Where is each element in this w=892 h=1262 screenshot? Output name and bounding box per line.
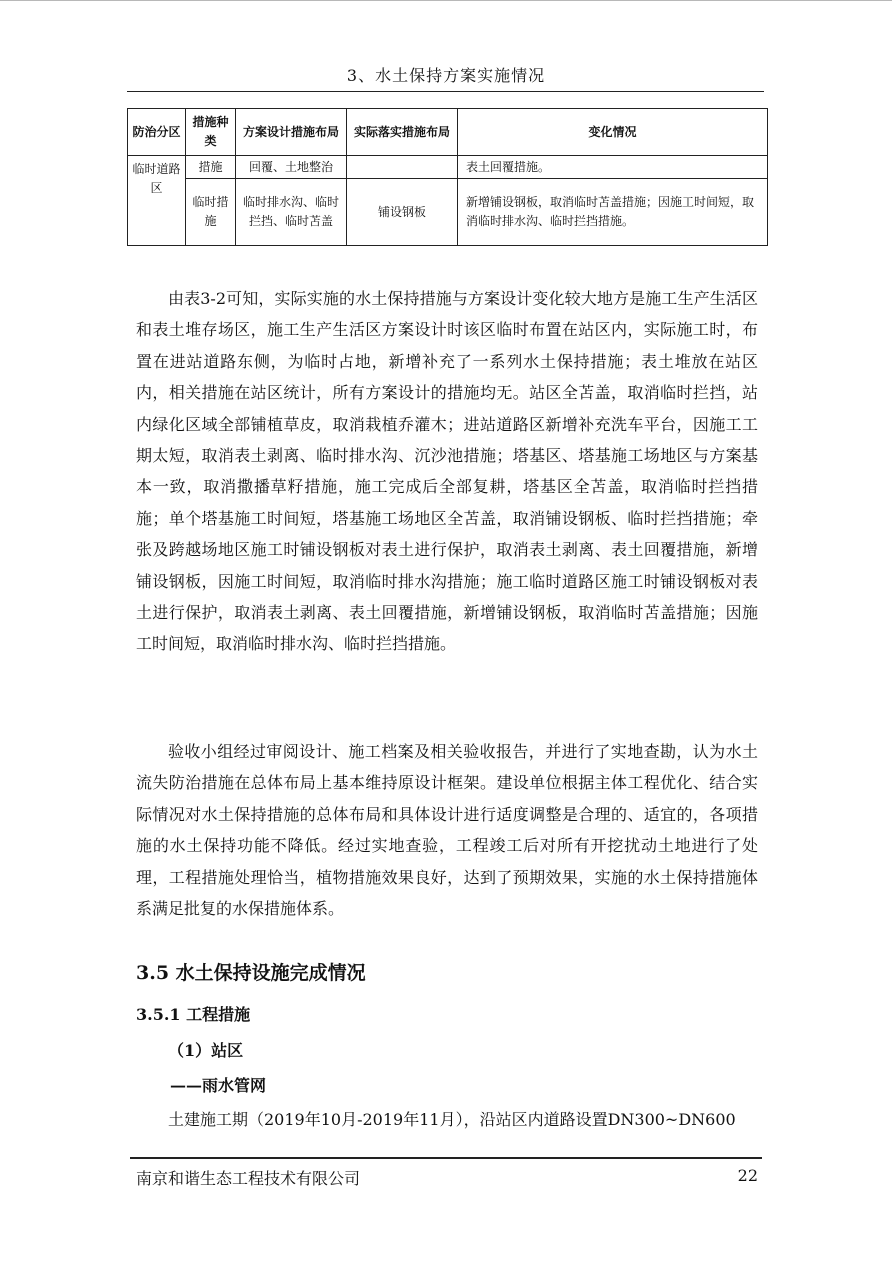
th-change: 变化情况: [458, 109, 768, 156]
running-header: 3、水土保持方案实施情况: [346, 66, 546, 85]
page-number: 22: [737, 1166, 758, 1185]
th-type: 措施种类: [186, 109, 236, 156]
table-row: [128, 156, 768, 179]
footer-company: 南京和谐生态工程技术有限公司: [136, 1169, 361, 1188]
paragraph-1-text: 由表3-2可知，实际实施的水土保持措施与方案设计变化较大地方是施工生产生活区和表土堆存场区，施工生产生活区方案设计时该区临时布置在站区内，实际施工时，布置在进站道路东侧，为临时占地，新增补充了一系列水土保持措施；表土堆放在站区内，相关措施在站区统计，所有方案设计的措施均无。站区全苫盖，取消临时拦挡，站内绿化区域全部铺植草皮，取消栽植乔灌木；进站道路区新增补充洗车平台，因施工工期太短，取消表土剥离、临时排水沟、沉沙池措施；塔基区、塔基施工场地区与方案基本一致，取消撒播草籽措施，施工完成后全部复耕，塔基区全苫盖，取消临时拦挡措施；单个塔基施工时间短，塔基施工场地区全苫盖，取消铺设钢板、临时拦挡措施；牵张及跨越场地区施工时铺设钢板对表土进行保护，取消表土剥离、表土回覆措施，新增铺设钢板，因施工时间短，取消临时排水沟措施；施工临时道路区施工时铺设钢板对表土进行保护，取消表土剥离、表土回覆措施，新增铺设钢板，取消临时苫盖措施；因施工时间短，取消临时排水沟、临时拦挡措施。: [136, 289, 758, 654]
top-edge-rule: [0, 0, 892, 1]
paragraph-1: [136, 283, 758, 660]
item-heading: （1）站区: [168, 1041, 244, 1060]
th-zone: 防治分区: [128, 109, 186, 156]
cell-type: 措施: [186, 156, 236, 179]
paragraph-2: [136, 736, 758, 924]
cell-change: 表土回覆措施。: [458, 156, 768, 179]
cell-actual: 铺设钢板: [347, 179, 458, 246]
cell-design: 回覆、土地整治: [236, 156, 347, 179]
th-actual: 实际落实措施布局: [347, 109, 458, 156]
paragraph-3: 土建施工期（2019年10月-2019年11月），沿站区内道路设置DN300~DN600: [168, 1110, 736, 1129]
cell-design: 临时排水沟、临时拦挡、临时苫盖: [236, 179, 347, 246]
section-heading: 3.5 水土保持设施完成情况: [136, 962, 366, 984]
header-rule: [127, 91, 764, 92]
cell-zone: 临时道路区: [128, 156, 186, 246]
cell-actual: [347, 156, 458, 179]
measures-table: [127, 108, 768, 246]
dash-heading: ——雨水管网: [170, 1076, 267, 1095]
footer-rule: [130, 1157, 762, 1159]
table-header-row: [128, 109, 768, 156]
cell-change: 新增铺设钢板，取消临时苫盖措施；因施工时间短，取消临时排水沟、临时拦挡措施。: [458, 179, 768, 246]
paragraph-2-text: 验收小组经过审阅设计、施工档案及相关验收报告，并进行了实地查勘，认为水土流失防治措施在总体布局上基本维持原设计框架。建设单位根据主体工程优化、结合实际情况对水土保持措施的总体布局和具体设计进行适度调整是合理的、适宜的，各项措施的水土保持功能不降低。经过实地查验，工程竣工后对所有开挖扰动土地进行了处理，工程措施处理恰当，植物措施效果良好，达到了预期效果，实施的水土保持措施体系满足批复的水保措施体系。: [136, 742, 758, 919]
subsection-heading: 3.5.1 工程措施: [136, 1005, 251, 1024]
th-design: 方案设计措施布局: [236, 109, 347, 156]
table-row: [128, 179, 768, 246]
cell-type: 临时措施: [186, 179, 236, 246]
